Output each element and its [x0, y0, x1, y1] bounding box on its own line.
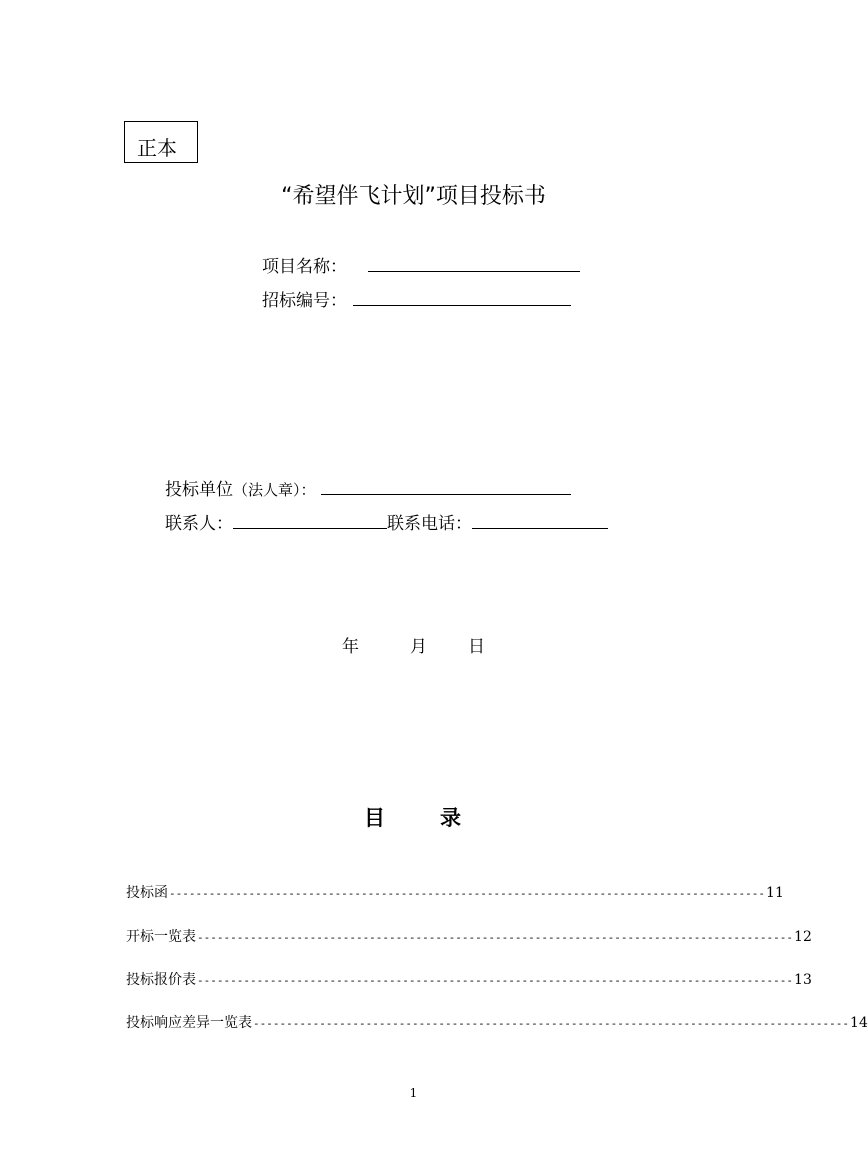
bidder-blank [321, 476, 571, 495]
toc-title-left: 目 [364, 806, 385, 830]
toc-item[interactable] [126, 1014, 868, 1033]
page-number: 1 [409, 1086, 418, 1100]
toc-item[interactable] [126, 884, 784, 903]
contact-blank [233, 510, 387, 529]
toc-item-label: 投标报价表 [126, 972, 196, 988]
original-copy-stamp [124, 121, 198, 163]
toc-item-page: 14 [850, 1015, 868, 1031]
date-day: 日 [468, 637, 485, 657]
bid-number-blank [353, 287, 571, 306]
toc-leader: ------------------------------------------------------------------------------------------ [197, 931, 794, 944]
toc-item[interactable] [126, 971, 812, 990]
toc-item-label: 投标函 [126, 885, 168, 901]
toc-item-label: 投标响应差异一览表 [126, 1015, 252, 1031]
bid-number-label: 招标编号： [262, 291, 347, 311]
toc-leader: ------------------------------------------------------------------------------------------ [253, 1017, 850, 1030]
toc-item-page: 13 [794, 972, 812, 988]
toc-item-label: 开标一览表 [126, 929, 196, 945]
toc-item-page: 11 [766, 885, 784, 901]
project-name-blank [368, 253, 580, 272]
bidder-seal-label: （法人章）： [233, 481, 316, 499]
contact-label: 联系人： [165, 514, 233, 534]
date-month: 月 [410, 637, 427, 657]
toc-title-right: 录 [440, 806, 461, 830]
phone-label: 联系电话： [387, 514, 472, 534]
date-year: 年 [342, 637, 359, 657]
toc-item-page: 12 [794, 929, 812, 945]
project-name-label: 项目名称： [262, 257, 347, 277]
toc-item[interactable] [126, 928, 812, 947]
stamp-text: 正本 [137, 136, 177, 160]
project-name-field [262, 253, 580, 278]
contact-field [165, 510, 608, 535]
bid-number-field [262, 287, 571, 312]
toc-leader: ------------------------------------------------------------------------------------------ [169, 887, 766, 900]
phone-blank [472, 510, 608, 529]
bidder-label: 投标单位 [165, 480, 233, 500]
document-title: “希望伴飞计划”项目投标书 [281, 184, 546, 209]
toc-leader: ------------------------------------------------------------------------------------------ [197, 974, 794, 987]
bidder-field [165, 476, 571, 501]
